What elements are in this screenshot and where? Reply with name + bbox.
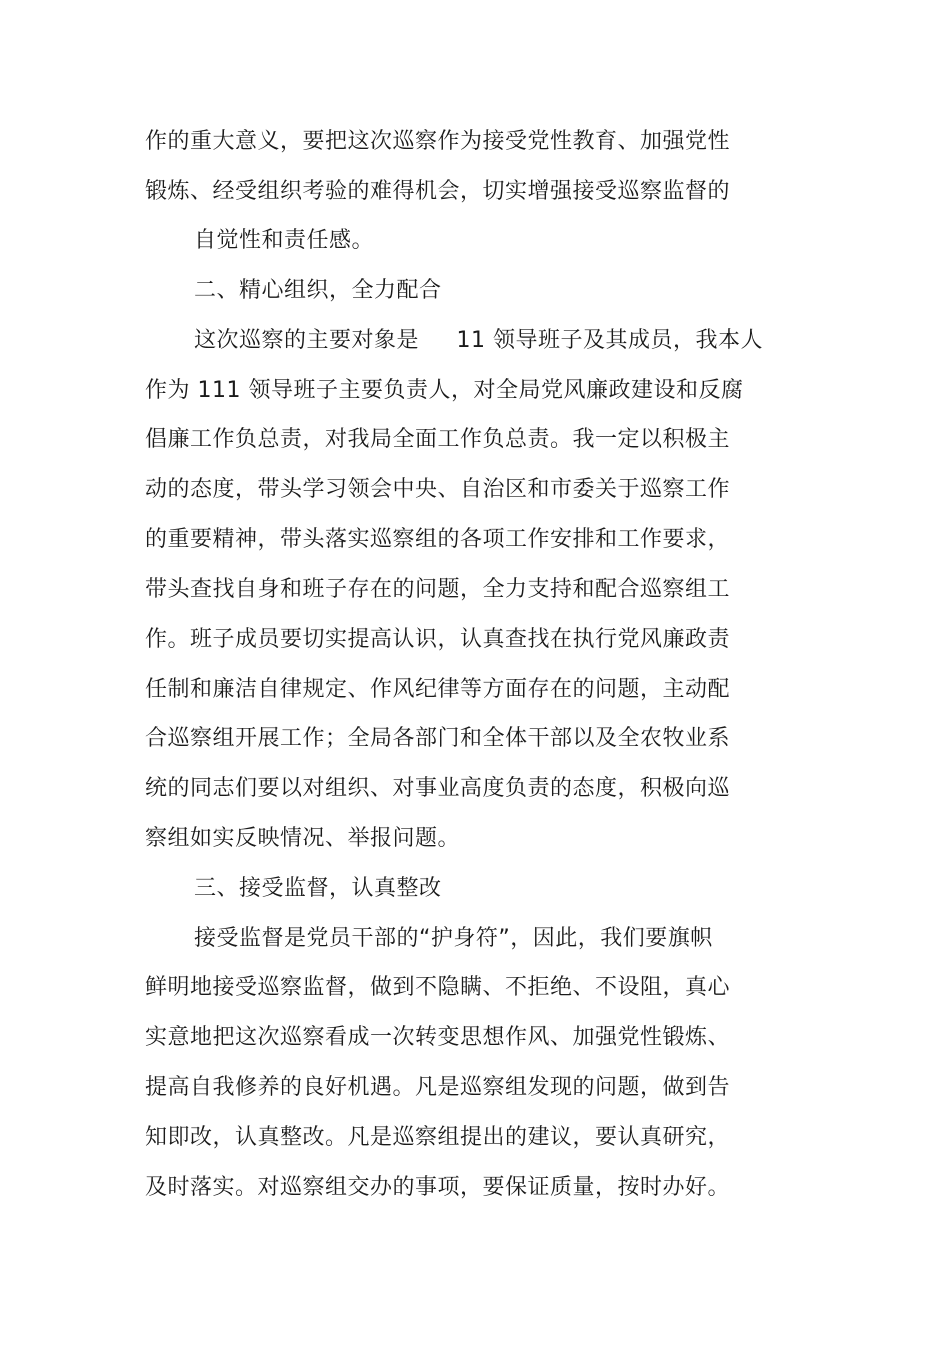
- text-line: 自觉性和责任感。: [194, 228, 375, 253]
- text-line: 接受监督是党员干部的“护身符”，因此，我们要旗帜: [194, 926, 713, 951]
- text-line: 作。班子成员要切实提高认识，认真查找在执行党风廉政责: [145, 627, 731, 652]
- text-line: 作的重大意义，要把这次巡察作为接受党性教育、加强党性: [145, 129, 731, 154]
- text-line: 这次巡察的主要对象是 11 领导班子及其成员，我本人: [194, 328, 763, 353]
- text-line: 知即改，认真整改。凡是巡察组提出的建议，要认真研究，: [145, 1125, 731, 1150]
- text-line: 锻炼、经受组织考验的难得机会，切实增强接受巡察监督的: [145, 179, 731, 204]
- text-line: 鲜明地接受巡察监督，做到不隐瞒、不拒绝、不设阻，真心: [145, 975, 731, 1000]
- text-line: 任制和廉洁自律规定、作风纪律等方面存在的问题，主动配: [145, 677, 731, 702]
- text-line: 察组如实反映情况、举报问题。: [145, 826, 461, 851]
- text-line: 带头查找自身和班子存在的问题，全力支持和配合巡察组工: [145, 577, 731, 602]
- text-line: 及时落实。对巡察组交办的事项，要保证质量，按时办好。: [145, 1175, 731, 1200]
- text-line: 提高自我修养的良好机遇。凡是巡察组发现的问题，做到告: [145, 1075, 731, 1100]
- text-line: 动的态度，带头学习领会中央、自治区和市委关于巡察工作: [145, 477, 731, 502]
- text-line: 统的同志们要以对组织、对事业高度负责的态度，积极向巡: [145, 776, 731, 801]
- text-line: 实意地把这次巡察看成一次转变思想作风、加强党性锻炼、: [145, 1025, 731, 1050]
- text-line: 的重要精神，带头落实巡察组的各项工作安排和工作要求，: [145, 527, 731, 552]
- text-line: 倡廉工作负总责，对我局全面工作负总责。我一定以积极主: [145, 427, 731, 452]
- text-line: 合巡察组开展工作；全局各部门和全体干部以及全农牧业系: [145, 726, 731, 751]
- section-heading: 二、精心组织，全力配合: [194, 278, 442, 303]
- text-line: 作为 111 领导班子主要负责人，对全局党风廉政建设和反腐: [145, 378, 744, 403]
- section-heading: 三、接受监督，认真整改: [194, 876, 442, 901]
